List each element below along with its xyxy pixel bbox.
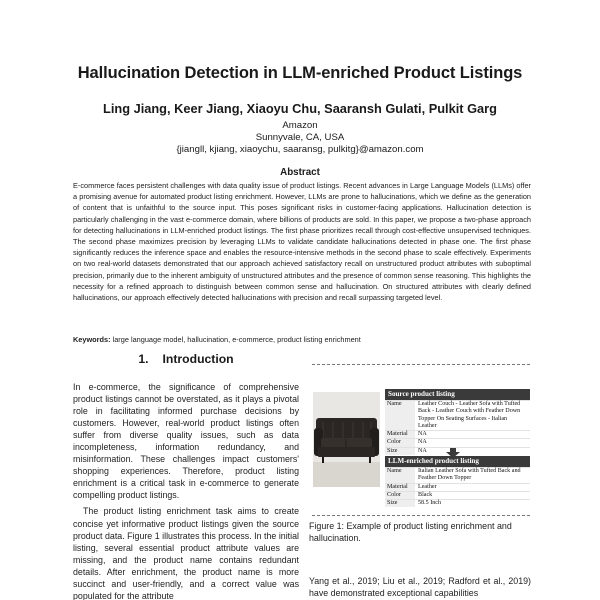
intro-paragraph-2: The product listing enrichment task aims to create concise yet informative product listings given the source product data. Figure 1 illustrates this process. In the initial listing, several essential product attribute values are missing, and the product name contains redundant details. After enrichment, the product name is more succinct and user-friendly, and a correct value was populated for the attribute xyxy=(73,506,299,600)
attribute-value: NA xyxy=(418,439,427,446)
attribute-value: NA xyxy=(418,447,427,454)
attribute-value: Italian Leather Sofa with Tufted Back and Feather Down Topper xyxy=(418,468,521,482)
intro-column xyxy=(73,381,299,600)
table-row xyxy=(385,430,530,438)
source-listing-heading: Source product listing xyxy=(385,389,530,400)
enriched-listing-table xyxy=(385,456,530,507)
attribute-key: Size xyxy=(385,500,415,507)
location: Sunnyvale, CA, USA xyxy=(255,132,345,143)
attribute-value: Leather Couch - Leather Sofa with Tufted Back - Leather Couch with Feather Down Topper On Seating Surfaces - Italian Leather xyxy=(418,401,521,429)
attribute-value: 58.5 Inch xyxy=(418,500,442,507)
table-row xyxy=(385,499,530,507)
section-number: 1. xyxy=(138,352,149,366)
attribute-key: Color xyxy=(385,492,415,499)
table-row xyxy=(385,467,530,483)
abstract-heading: Abstract xyxy=(280,167,320,178)
sofa-image xyxy=(313,392,380,487)
attribute-key: Name xyxy=(385,468,415,483)
attribute-key: Material xyxy=(385,431,415,438)
keywords-label: Keywords: xyxy=(73,335,111,344)
section-heading xyxy=(73,352,299,366)
section-title: Introduction xyxy=(162,352,234,366)
attribute-value: Leather xyxy=(418,483,437,490)
down-arrow-icon xyxy=(446,445,460,455)
table-row xyxy=(385,483,530,491)
intro-paragraph-1: In e-commerce, the significance of comprehensive product listings cannot be overstated, as it plays a pivotal role in facilitating informed purchase decisions by customers. However, real-world product listings often suffer from diverse quality issues, such as data incompleteness, information redundancy, and misinformation. These challenges impact customers' shopping experiences. Therefore, product listing enrichment is a critical task in e-commerce to generate compelling product listings. xyxy=(73,382,299,501)
attribute-key: Color xyxy=(385,439,415,446)
keywords-text: large language model, hallucination, e-commerce, product listing enrichment xyxy=(112,335,361,344)
affiliation: Amazon xyxy=(282,120,318,131)
abstract-text: E-commerce faces persistent challenges with data quality issue of product listings. Recent advances in Large Language Models (LLMs) offer a promising avenue for automated product listing enrichment. However, LLMs are prone to hallucinations, which we define as the generation of content that is unfaithful to the source input. This poses significant risks in customer-facing applications. Hallucination detection is particularly challenging in the vast e-commerce domain, where billions of products are sold. In this paper, we propose a two-phase approach for detecting hallucinations in LLM-enriched product listings. The first phase prioritizes recall through cost-effective unsupervised techniques. The second phase maximizes precision by leveraging LLMs to validate candidate hallucinations detected in phase one. The first phase significantly reduces the inference space and enables the resource-intensive methods in the second phase to scale effectively. Experiments on two real-world datasets demonstrated that our approach achieved satisfactory recall on unstructured product attributes with suboptimal precision, primarily due to the inherent ambiguity of unstructured attributes and the presence of common sense reasoning. This highlights the necessity for a refined approach to distinguish between common sense and hallucination. On structured attributes with clearly defined hallucinations, our approach effectively detected hallucinations with precision and recall surpassing targeted level. xyxy=(73,181,531,303)
table-row xyxy=(385,491,530,499)
paper-title: Hallucination Detection in LLM-enriched Product Listings xyxy=(77,64,523,82)
right-column-text: Yang et al., 2019; Liu et al., 2019; Radford et al., 2019) have demonstrated exceptional capabilities xyxy=(309,576,531,599)
enriched-listing-heading: LLM-enriched product listing xyxy=(385,456,530,467)
figure-caption: Figure 1: Example of product listing enrichment and hallucination. xyxy=(309,521,512,543)
attribute-key: Name xyxy=(385,401,415,430)
attribute-key: Size xyxy=(385,448,415,455)
keywords-line xyxy=(73,335,531,344)
attribute-value: NA xyxy=(418,431,427,438)
attribute-key: Material xyxy=(385,484,415,491)
attribute-value: Black xyxy=(418,491,433,498)
author-list: Ling Jiang, Keer Jiang, Xiaoyu Chu, Saaransh Gulati, Pulkit Garg xyxy=(103,101,497,116)
table-row xyxy=(385,400,530,430)
author-emails: {jiangll, kjiang, xiaoychu, saaransg, pulkitg}@amazon.com xyxy=(176,144,424,155)
